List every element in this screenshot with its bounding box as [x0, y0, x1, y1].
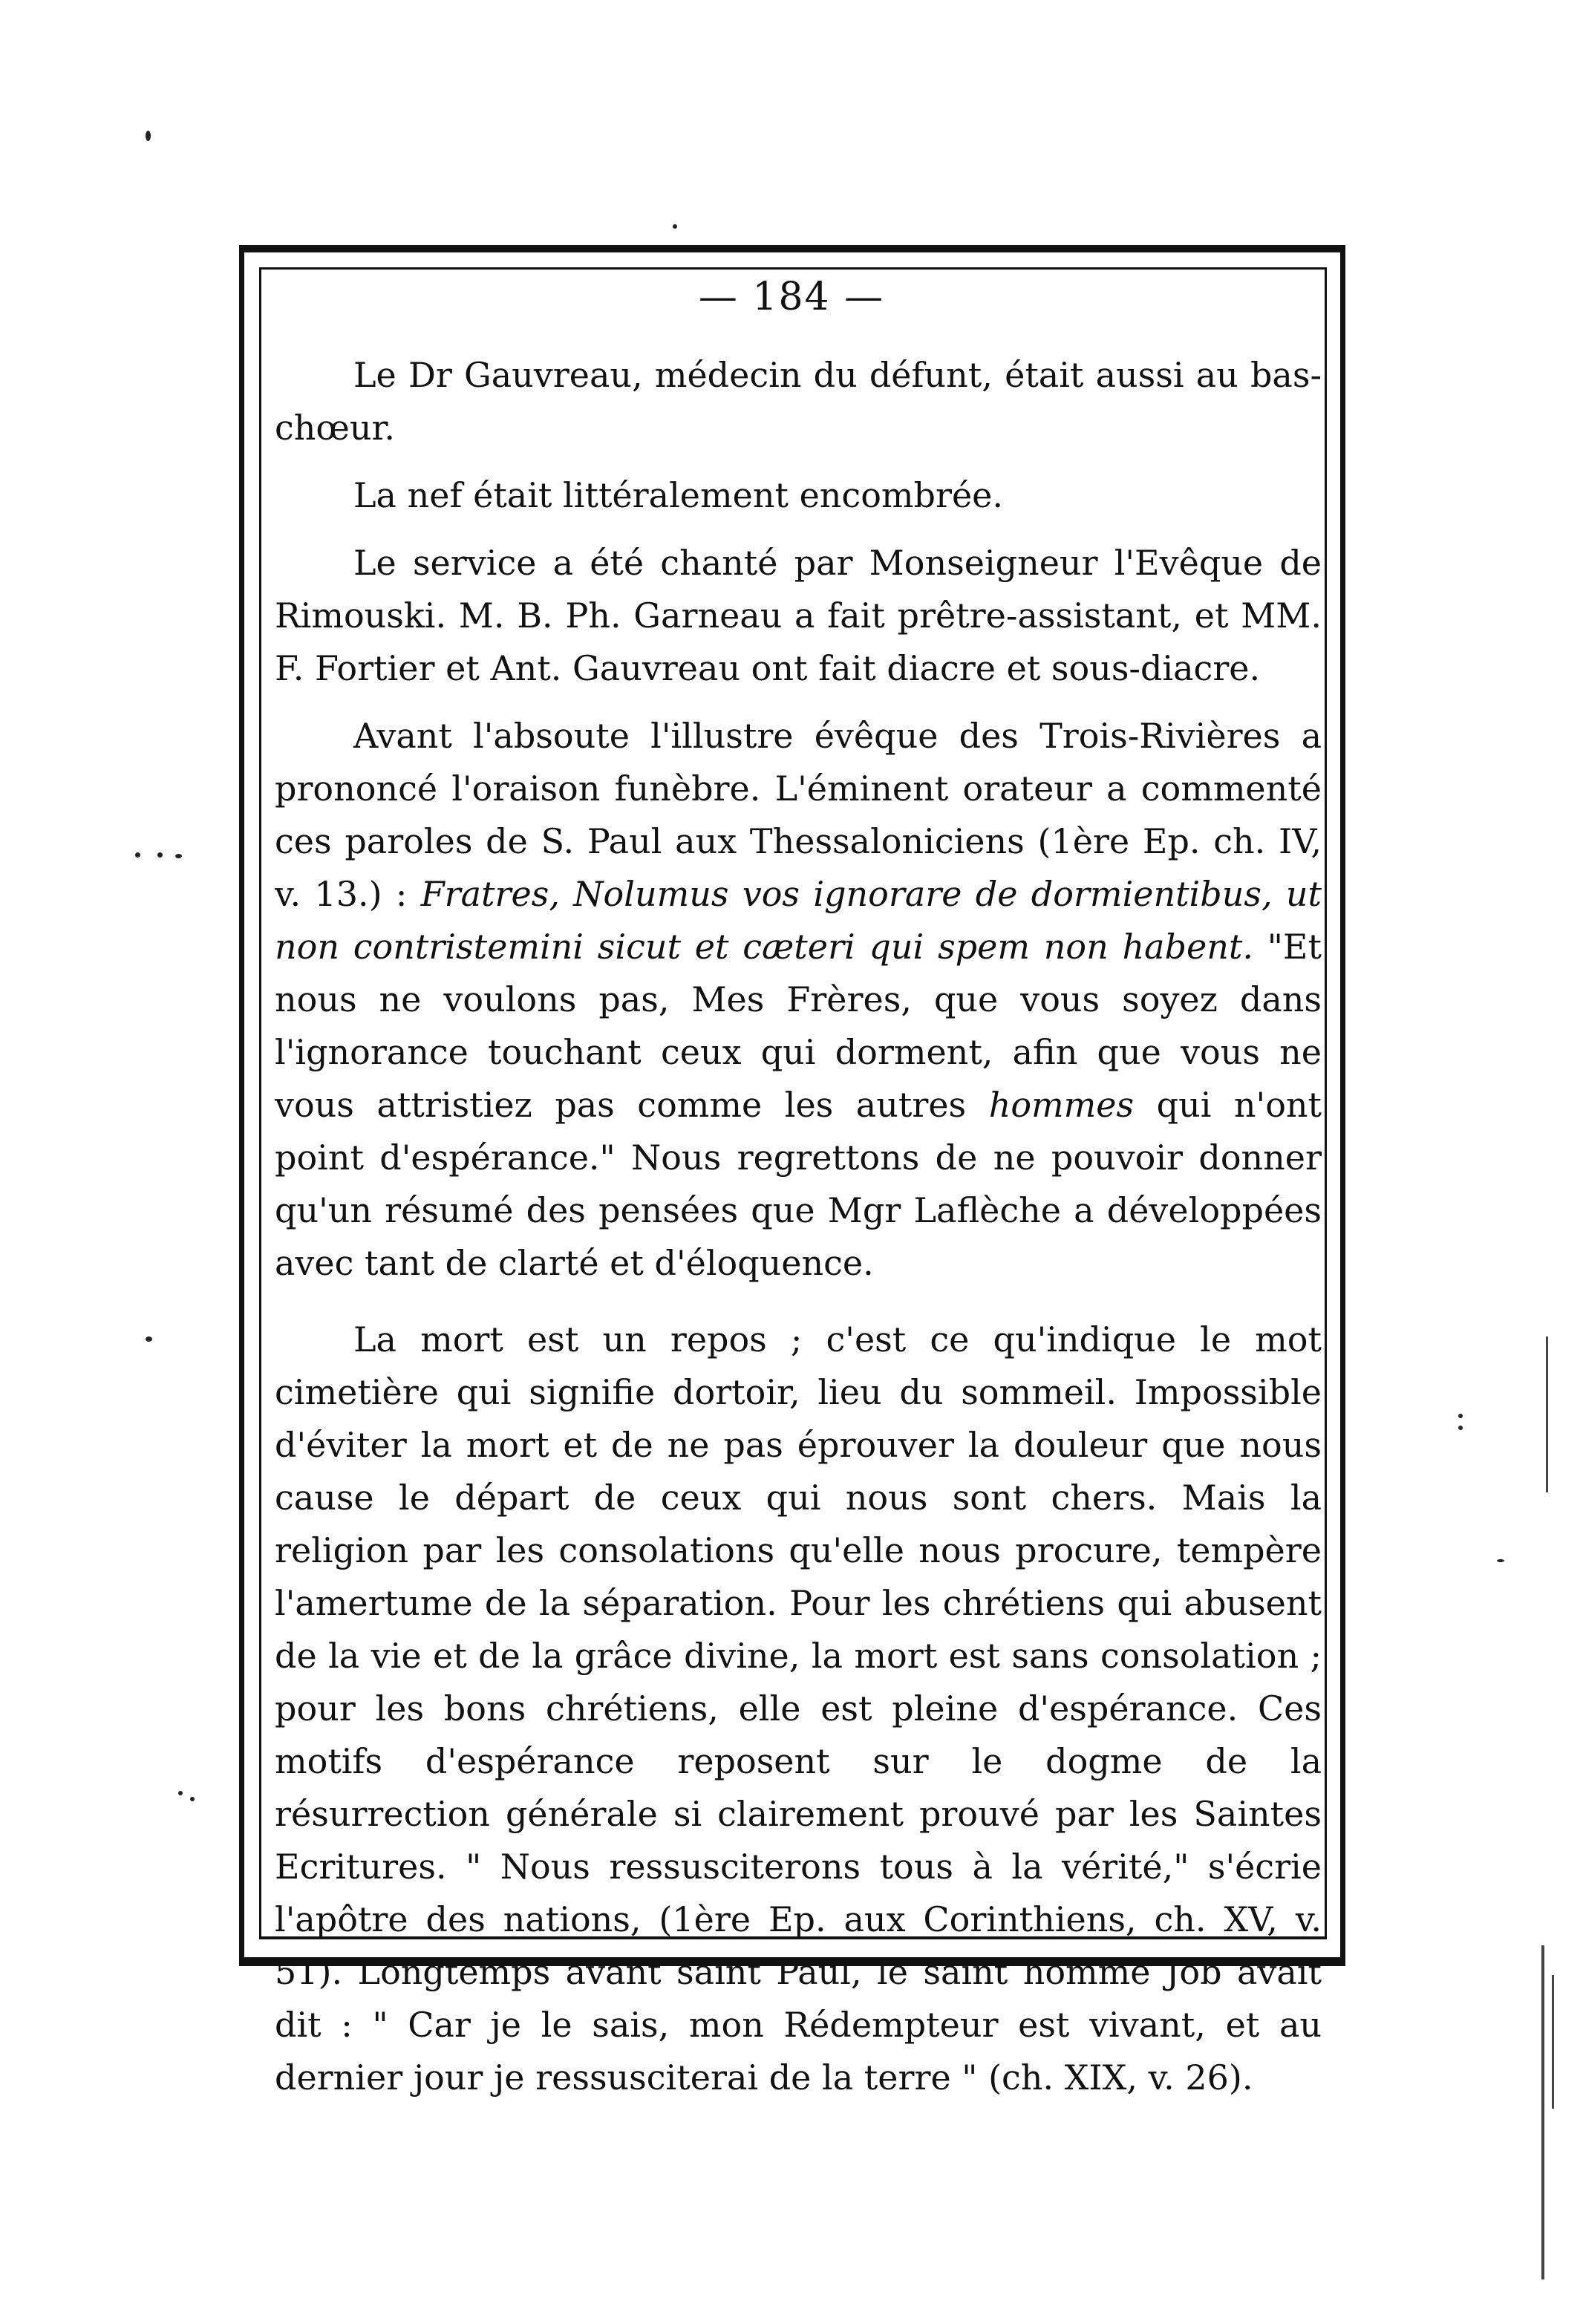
scan-edge-line: [1546, 1336, 1548, 1492]
scan-speck: [673, 224, 677, 229]
scan-edge-line: [1552, 1975, 1554, 2109]
paragraph-4-translation: "Et nous ne voulons pas, Mes Frères, que vous soyez dans l'ignorance touchant ceux qui dorment, afin que vous ne vous attristiez pas comme les autres: [275, 927, 1322, 1125]
scan-speck: [135, 852, 140, 858]
paragraph-3: Le service a été chanté par Monseigneur l'Evêque de Rimouski. M. B. Ph. Garneau a fait prêtre-assistant, et MM. F. Fortier et Ant. Gauvreau ont fait diacre et sous-diacre.: [275, 543, 1322, 688]
scan-speck: [157, 852, 163, 858]
scan-speck: [1497, 1559, 1504, 1562]
body-text: [275, 349, 1322, 2119]
paragraph-2: La nef était littéralement encombrée.: [353, 475, 1004, 515]
paragraph-4-end: qui n'ont point d'espérance." Nous regrettons de ne pouvoir donner qu'un résumé des pensées que Mgr Laflèche a développées avec tant de clarté et d'éloquence.: [275, 1085, 1322, 1283]
paragraph-4: [275, 710, 1322, 1290]
scan-speck: [1458, 1426, 1463, 1430]
latin-quote: Fratres, Nolumus vos ignorare de dormientibus, ut non contristemini sicut et cæteri qui spem non habent.: [275, 874, 1322, 967]
scan-edge-line: [1541, 1945, 1544, 2279]
paragraph-4-intro: Avant l'absoute l'illustre évêque des Trois-Rivières a prononcé l'oraison funèbre. L'éminent orateur a commenté ces paroles de S. Paul aux Thessaloniciens (1ère Ep. ch. IV, v. 13.) :: [275, 716, 1322, 914]
paragraph-1: Le Dr Gauvreau, médecin du défunt, était aussi au bas-chœur.: [275, 355, 1322, 448]
scan-speck: [190, 1797, 195, 1801]
scan-speck: [175, 854, 182, 858]
scan-speck: [1458, 1414, 1463, 1418]
scan-speck: [178, 1791, 183, 1795]
italic-hommes: hommes: [988, 1085, 1135, 1125]
paragraph-5: La mort est un repos ; c'est ce qu'indique le mot cimetière qui signifie dortoir, lieu du sommeil. Impossible d'éviter la mort et de ne pas éprouver la douleur que nous cause le départ de ceux qui nous sont chers. Mais la religion par les consolations qu'elle nous procure, tempère l'amertume de la séparation. Pour les chrétiens qui abusent de la vie et de la grâce divine, la mort est sans consolation ; pour les bons chrétiens, elle est pleine d'espérance. Ces motifs d'espérance reposent sur le dogme de la résurrection générale si clairement prouvé par les Saintes Ecritures. " Nous ressusciterons tous à la vérité," s'écrie l'apôtre des nations, (1ère Ep. aux Corinthiens, ch. XV, v. 51). Longtemps avant saint Paul, le saint homme Job avait dit : " Car je le sais, mon Rédempteur est vivant, et au dernier jour je ressusciterai de la terre " (ch. XIX, v. 26).: [275, 1319, 1322, 2098]
scan-speck: [146, 131, 151, 141]
page-number: — 184 —: [698, 275, 885, 319]
scan-speck: [146, 1336, 152, 1342]
